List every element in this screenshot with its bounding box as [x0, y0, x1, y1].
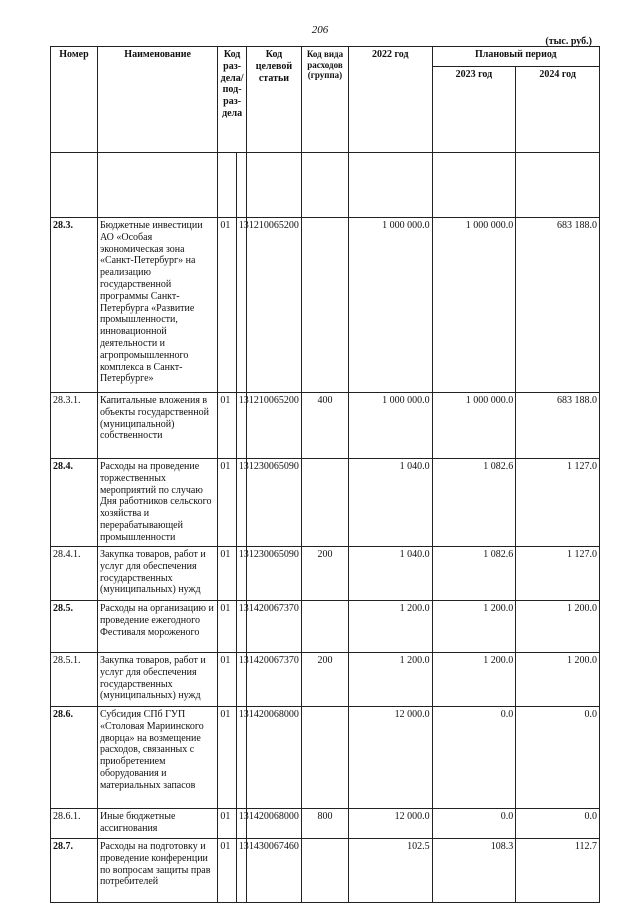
table-row: [51, 601, 600, 653]
row-target-code: 1420068000: [246, 809, 301, 839]
row-number: 28.5.1.: [51, 653, 98, 707]
row-2023: 1 200.0: [432, 601, 516, 653]
row-2022: 102.5: [348, 839, 432, 903]
row-2023: 1 082.6: [432, 459, 516, 547]
row-subsection: 13: [236, 653, 246, 707]
table-row: [51, 839, 600, 903]
table-row: [51, 547, 600, 601]
row-2023: 1 000 000.0: [432, 393, 516, 459]
row-2023: 1 000 000.0: [432, 218, 516, 393]
row-name: Бюджетные инвестиции АО «Особая экономическая зона «Санкт-Петербург» на реализацию государственной программы Санкт-Петербурга «Развитие промышленности, инновационной деятельности и агропромышленного комплекса в Санкт-Петербурге»: [97, 218, 217, 393]
row-target-code: 1230065090: [246, 547, 301, 601]
row-2022: 1 200.0: [348, 601, 432, 653]
row-expense-code: [302, 839, 349, 903]
row-name: Расходы на подготовку и проведение конференции по вопросам защиты прав потребителей: [97, 839, 217, 903]
row-number: 28.6.: [51, 707, 98, 809]
row-subsection: 13: [236, 218, 246, 393]
header-planning-period: Плановый период: [432, 47, 599, 67]
row-number: 28.7.: [51, 839, 98, 903]
row-expense-code: [302, 601, 349, 653]
table-row: [51, 393, 600, 459]
row-name: Закупка товаров, работ и услуг для обеспечения государственных (муниципальных) нужд: [97, 653, 217, 707]
row-section: 01: [218, 839, 236, 903]
table-row: [51, 809, 600, 839]
row-name: Субсидия СПб ГУП «Столовая Мариинского дворца» на возмещение расходов, связанных с приобретением оборудования и материальных запасов: [97, 707, 217, 809]
row-section: 01: [218, 601, 236, 653]
row-number: 28.5.: [51, 601, 98, 653]
header-target-code: Код целевой статьи: [246, 47, 301, 153]
row-section: 01: [218, 393, 236, 459]
row-subsection: 13: [236, 547, 246, 601]
row-expense-code: [302, 459, 349, 547]
row-number: 28.6.1.: [51, 809, 98, 839]
row-2023: 1 200.0: [432, 653, 516, 707]
units-label: (тыс. руб.): [545, 36, 592, 47]
row-2024: 1 200.0: [516, 601, 600, 653]
table-row: [51, 653, 600, 707]
row-section: 01: [218, 707, 236, 809]
row-2022: 12 000.0: [348, 809, 432, 839]
row-2024: 0.0: [516, 707, 600, 809]
row-section: 01: [218, 459, 236, 547]
row-name: Расходы на организацию и проведение ежегодного Фестиваля мороженого: [97, 601, 217, 653]
row-expense-code: 800: [302, 809, 349, 839]
row-expense-code: [302, 218, 349, 393]
row-target-code: 1210065200: [246, 218, 301, 393]
row-expense-code: 200: [302, 653, 349, 707]
table-row: [51, 707, 600, 809]
header-section-code: Код раз-дела/ под-раз-дела: [218, 47, 247, 153]
row-number: 28.4.1.: [51, 547, 98, 601]
row-2024: 1 200.0: [516, 653, 600, 707]
header-name: Наименование: [97, 47, 217, 153]
row-2022: 1 040.0: [348, 547, 432, 601]
row-expense-code: 400: [302, 393, 349, 459]
row-target-code: 1210065200: [246, 393, 301, 459]
row-name: Расходы на проведение торжественных мероприятий по случаю Дня работников сельского хозяйства и перерабатывающей промышленности: [97, 459, 217, 547]
row-target-code: 1420068000: [246, 707, 301, 809]
row-section: 01: [218, 547, 236, 601]
row-number: 28.3.: [51, 218, 98, 393]
row-2024: 683 188.0: [516, 218, 600, 393]
row-2023: 108.3: [432, 839, 516, 903]
row-2023: 1 082.6: [432, 547, 516, 601]
row-name: Иные бюджетные ассигнования: [97, 809, 217, 839]
budget-table: [50, 46, 600, 903]
row-name: Закупка товаров, работ и услуг для обеспечения государственных (муниципальных) нужд: [97, 547, 217, 601]
row-section: 01: [218, 809, 236, 839]
row-2022: 1 200.0: [348, 653, 432, 707]
header-number: Номер: [51, 47, 98, 153]
row-target-code: 1430067460: [246, 839, 301, 903]
row-number: 28.3.1.: [51, 393, 98, 459]
row-subsection: 13: [236, 393, 246, 459]
row-2022: 1 040.0: [348, 459, 432, 547]
row-expense-code: [302, 707, 349, 809]
row-section: 01: [218, 218, 236, 393]
row-2024: 1 127.0: [516, 459, 600, 547]
row-subsection: 13: [236, 809, 246, 839]
row-target-code: 1420067370: [246, 653, 301, 707]
row-number: 28.4.: [51, 459, 98, 547]
row-subsection: 13: [236, 707, 246, 809]
row-subsection: 13: [236, 839, 246, 903]
empty-row: [51, 153, 600, 218]
row-2022: 1 000 000.0: [348, 393, 432, 459]
page-number: 206: [311, 24, 329, 36]
row-target-code: 1420067370: [246, 601, 301, 653]
header-2024: 2024 год: [516, 67, 600, 153]
row-name: Капитальные вложения в объекты государственной (муниципальной) собственности: [97, 393, 217, 459]
row-2024: 0.0: [516, 809, 600, 839]
header-2023: 2023 год: [432, 67, 516, 153]
row-subsection: 13: [236, 601, 246, 653]
row-expense-code: 200: [302, 547, 349, 601]
row-2024: 1 127.0: [516, 547, 600, 601]
table-row: [51, 459, 600, 547]
row-2022: 12 000.0: [348, 707, 432, 809]
header-2022: 2022 год: [348, 47, 432, 153]
row-2023: 0.0: [432, 809, 516, 839]
row-2024: 683 188.0: [516, 393, 600, 459]
row-target-code: 1230065090: [246, 459, 301, 547]
row-2024: 112.7: [516, 839, 600, 903]
table-row: [51, 218, 600, 393]
row-subsection: 13: [236, 459, 246, 547]
header-expense-code: Код вида расходов (группа): [302, 47, 349, 153]
row-2023: 0.0: [432, 707, 516, 809]
row-2022: 1 000 000.0: [348, 218, 432, 393]
row-section: 01: [218, 653, 236, 707]
